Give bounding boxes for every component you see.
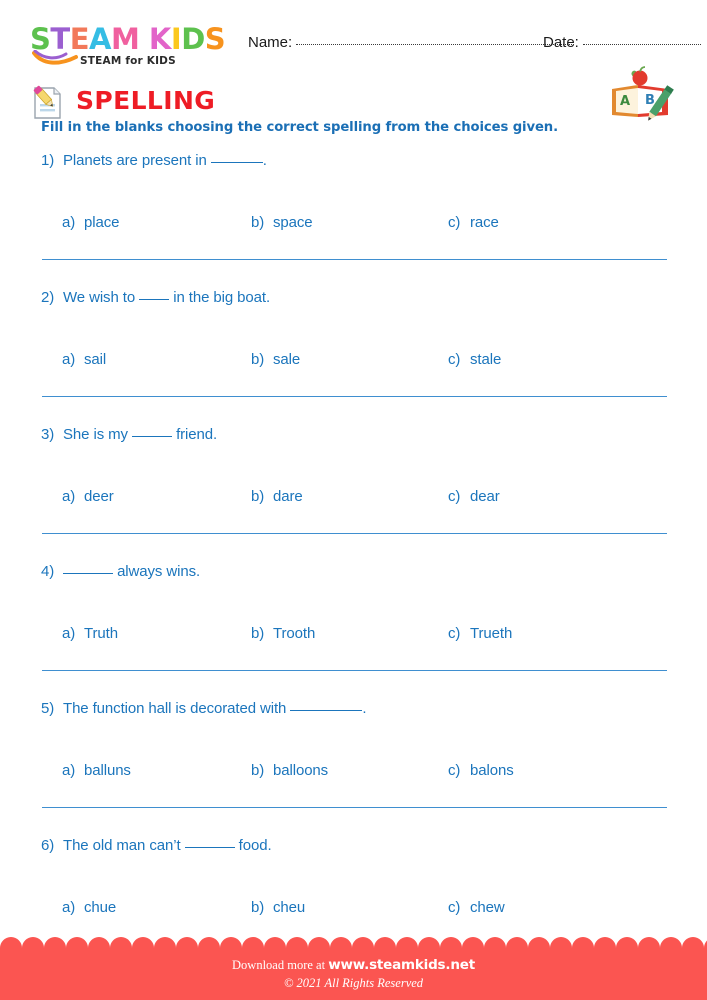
choice-text: dare <box>273 488 303 505</box>
question-text-before: Planets are present in <box>63 152 211 169</box>
choice-letter: b) <box>251 351 265 368</box>
svg-text:A: A <box>619 94 631 109</box>
choice-option[interactable] <box>251 351 300 368</box>
answer-blank[interactable] <box>185 835 235 848</box>
choice-text: dear <box>470 488 500 505</box>
footer-website-link[interactable]: www.steamkids.net <box>328 957 475 973</box>
logo-letter: D <box>181 22 205 56</box>
question-number: 4) <box>41 563 55 580</box>
svg-text:B: B <box>645 93 655 108</box>
abc-book-icon <box>604 65 676 127</box>
choice-letter: c) <box>448 351 461 368</box>
choice-text: space <box>273 214 313 231</box>
choice-option[interactable] <box>62 214 119 231</box>
question-prompt <box>41 561 200 580</box>
choice-option[interactable] <box>251 625 315 642</box>
logo-letter: M <box>110 22 140 56</box>
choice-option[interactable] <box>62 625 118 642</box>
choice-option[interactable] <box>251 488 303 505</box>
choice-text: race <box>470 214 499 231</box>
question-text-after: in the big boat. <box>169 289 271 306</box>
choice-text: Trueth <box>470 625 513 642</box>
question-number: 6) <box>41 837 55 854</box>
choices-row <box>0 625 707 647</box>
choice-option[interactable] <box>448 488 500 505</box>
question-prompt <box>41 835 272 854</box>
title-row <box>0 80 707 122</box>
choice-letter: b) <box>251 488 265 505</box>
footer-download-prefix: Download more at <box>232 958 326 972</box>
logo-letter: K <box>148 22 171 56</box>
choice-option[interactable] <box>448 899 505 916</box>
choices-row <box>0 762 707 784</box>
date-field[interactable] <box>543 34 701 51</box>
question-block <box>0 557 707 694</box>
question-block <box>0 146 707 283</box>
question-number: 2) <box>41 289 55 306</box>
question-separator <box>42 807 667 808</box>
question-block <box>0 283 707 420</box>
question-text-after: . <box>262 152 267 169</box>
steam-kids-logo[interactable] <box>30 22 235 67</box>
question-block <box>0 694 707 831</box>
name-input[interactable] <box>296 34 574 45</box>
choice-letter: b) <box>251 625 265 642</box>
choice-letter: c) <box>448 625 461 642</box>
logo-letter: S <box>30 22 51 56</box>
answer-blank[interactable] <box>132 424 172 437</box>
choice-option[interactable] <box>448 762 514 779</box>
instructions-text: Fill in the blanks choosing the correct spelling from the choices given. <box>41 120 558 135</box>
choice-letter: a) <box>62 351 76 368</box>
question-text-before: She is my <box>63 426 133 443</box>
question-text-after: friend. <box>172 426 218 443</box>
name-field[interactable] <box>248 34 574 51</box>
choice-letter: b) <box>251 762 265 779</box>
question-text-before: We wish to <box>63 289 140 306</box>
answer-blank[interactable] <box>211 150 263 163</box>
question-prompt <box>41 150 267 169</box>
footer-download-line <box>0 957 707 973</box>
date-input[interactable] <box>583 34 701 45</box>
choice-letter: c) <box>448 899 461 916</box>
logo-letter: I <box>170 22 182 56</box>
choice-option[interactable] <box>62 762 131 779</box>
questions-list <box>0 146 707 951</box>
question-separator <box>42 533 667 534</box>
logo-letter: E <box>69 22 89 56</box>
choice-letter: b) <box>251 214 265 231</box>
question-text-after: . <box>362 700 367 717</box>
question-block <box>0 420 707 557</box>
question-text-before: The function hall is decorated with <box>63 700 291 717</box>
choices-row <box>0 351 707 373</box>
choice-text: chew <box>470 899 505 916</box>
name-label: Name: <box>248 34 293 51</box>
choice-letter: a) <box>62 899 76 916</box>
question-separator <box>42 670 667 671</box>
logo-tagline: STEAM for KIDS <box>80 55 176 67</box>
choice-option[interactable] <box>251 214 313 231</box>
choice-text: Trooth <box>273 625 316 642</box>
choice-text: sale <box>273 351 301 368</box>
choice-letter: a) <box>62 625 76 642</box>
choice-option[interactable] <box>251 762 328 779</box>
answer-blank[interactable] <box>63 561 113 574</box>
question-text-after: always wins. <box>113 563 201 580</box>
choice-text: sail <box>84 351 107 368</box>
page-footer <box>0 935 707 1000</box>
question-number: 3) <box>41 426 55 443</box>
choice-letter: a) <box>62 762 76 779</box>
choices-row <box>0 214 707 236</box>
choice-option[interactable] <box>62 488 114 505</box>
choice-text: chue <box>84 899 117 916</box>
footer-band <box>0 948 707 1000</box>
memo-pencil-icon <box>28 80 68 122</box>
question-prompt <box>41 424 217 443</box>
choice-text: stale <box>470 351 502 368</box>
choice-option[interactable] <box>448 625 512 642</box>
answer-blank[interactable] <box>139 287 169 300</box>
worksheet-header <box>0 24 707 86</box>
footer-copyright: © 2021 All Rights Reserved <box>283 976 424 990</box>
choice-letter: a) <box>62 488 76 505</box>
question-text-before: The old man can’t <box>63 837 185 854</box>
question-text-after: food. <box>234 837 272 854</box>
scallop-path <box>0 937 707 951</box>
question-separator <box>42 259 667 260</box>
choice-text: deer <box>84 488 114 505</box>
logo-swoosh-icon <box>32 50 80 70</box>
logo-letter: T <box>50 22 70 56</box>
question-number: 1) <box>41 152 55 169</box>
choice-letter: a) <box>62 214 76 231</box>
choice-text: balons <box>470 762 514 779</box>
choices-row <box>0 899 707 921</box>
choice-option[interactable] <box>62 899 116 916</box>
choice-option[interactable] <box>62 351 106 368</box>
question-separator <box>42 396 667 397</box>
choice-text: cheu <box>273 899 306 916</box>
choice-text: balluns <box>84 762 131 779</box>
choice-letter: c) <box>448 214 461 231</box>
choice-option[interactable] <box>251 899 305 916</box>
choice-text: place <box>84 214 120 231</box>
choice-option[interactable] <box>448 214 499 231</box>
footer-scallop-edge <box>0 935 707 951</box>
choice-text: Truth <box>84 625 118 642</box>
logo-letter <box>139 24 149 54</box>
choice-letter: c) <box>448 762 461 779</box>
question-number: 5) <box>41 700 55 717</box>
choice-letter: b) <box>251 899 265 916</box>
question-prompt <box>41 698 366 717</box>
choices-row <box>0 488 707 510</box>
question-prompt <box>41 287 270 306</box>
page-title: SPELLING <box>76 86 216 115</box>
date-label: Date: <box>543 34 579 51</box>
choice-letter: c) <box>448 488 461 505</box>
question-block <box>0 831 707 951</box>
logo-letter: S <box>204 22 226 56</box>
choice-option[interactable] <box>448 351 501 368</box>
choice-text: balloons <box>273 762 329 779</box>
logo-letter: A <box>89 22 111 56</box>
answer-blank[interactable] <box>290 698 362 711</box>
